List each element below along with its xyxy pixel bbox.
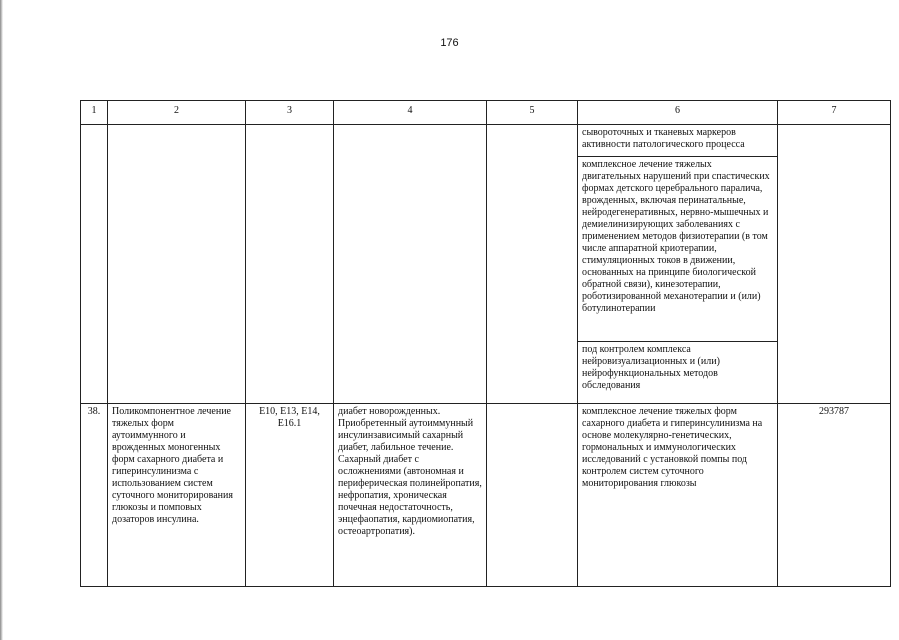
cont-cell-4 bbox=[334, 125, 487, 404]
header-col-2: 2 bbox=[108, 101, 246, 125]
cont-col6-part-1: сывороточных и тканевых маркеров активности патологического процесса bbox=[578, 125, 777, 157]
continuation-row bbox=[81, 125, 891, 404]
medical-care-table bbox=[80, 100, 891, 587]
table-row-38 bbox=[81, 404, 891, 587]
header-col-7: 7 bbox=[778, 101, 891, 125]
row38-cost: 293787 bbox=[778, 404, 891, 587]
row38-patient-model: диабет новорожденных. Приобретенный аутоиммунный инсулинзависимый сахарный диабет, лабильное течение. Сахарный диабет с осложнениями (автономная и периферическая полинейропатия, нефропатия, хроническая почечная недостаточность, энцефаопатия, кардиомиопатия, остеоартропатия). bbox=[334, 404, 487, 587]
row38-care-type: Поликомпонентное лечение тяжелых форм аутоиммунного и врожденных моногенных форм сахарного диабета и гиперинсулинизма с использованием систем суточного мониторирования глюкозы и помповых дозаторов инсулина. bbox=[108, 404, 246, 587]
cont-cell-6 bbox=[578, 125, 778, 404]
header-col-5: 5 bbox=[487, 101, 578, 125]
row38-treatment-method: комплексное лечение тяжелых форм сахарного диабета и гиперинсулинизма на основе молекулярно-генетических, гормональных и иммунологических исследований с установкой помпы под контролем систем суточного мониторирования глюкозы bbox=[578, 404, 778, 587]
header-col-6: 6 bbox=[578, 101, 778, 125]
cont-cell-3 bbox=[246, 125, 334, 404]
row38-icd-codes: E10, E13, E14, E16.1 bbox=[246, 404, 334, 587]
cont-cell-2 bbox=[108, 125, 246, 404]
page-number: 176 bbox=[440, 37, 459, 49]
cont-cell-1 bbox=[81, 125, 108, 404]
header-row bbox=[81, 101, 891, 125]
scan-left-edge bbox=[0, 0, 3, 640]
row38-number: 38. bbox=[81, 404, 108, 587]
cont-cell-7 bbox=[778, 125, 891, 404]
cont-col6-part-2: комплексное лечение тяжелых двигательных нарушений при спастических формах детского церебрального паралича, врожденных, включая перинатальные, нейродегенеративных, нервно-мышечных и демиелинизирующих заболеваниях с применением методов физиотерапии (в том числе аппаратной криотерапии, стимуляционных токов в движении, основанных на принципе биологической обратной связи), кинезотерапии, роботизированной механотерапии и (или) ботулинотерапии bbox=[578, 157, 777, 342]
row38-treatment-type bbox=[487, 404, 578, 587]
cont-col6-part-3: под контролем комплекса нейровизуализационных и (или) нейрофункциональных методов обследования bbox=[582, 344, 720, 391]
cont-cell-5 bbox=[487, 125, 578, 404]
header-col-4: 4 bbox=[334, 101, 487, 125]
header-col-3: 3 bbox=[246, 101, 334, 125]
header-col-1: 1 bbox=[81, 101, 108, 125]
